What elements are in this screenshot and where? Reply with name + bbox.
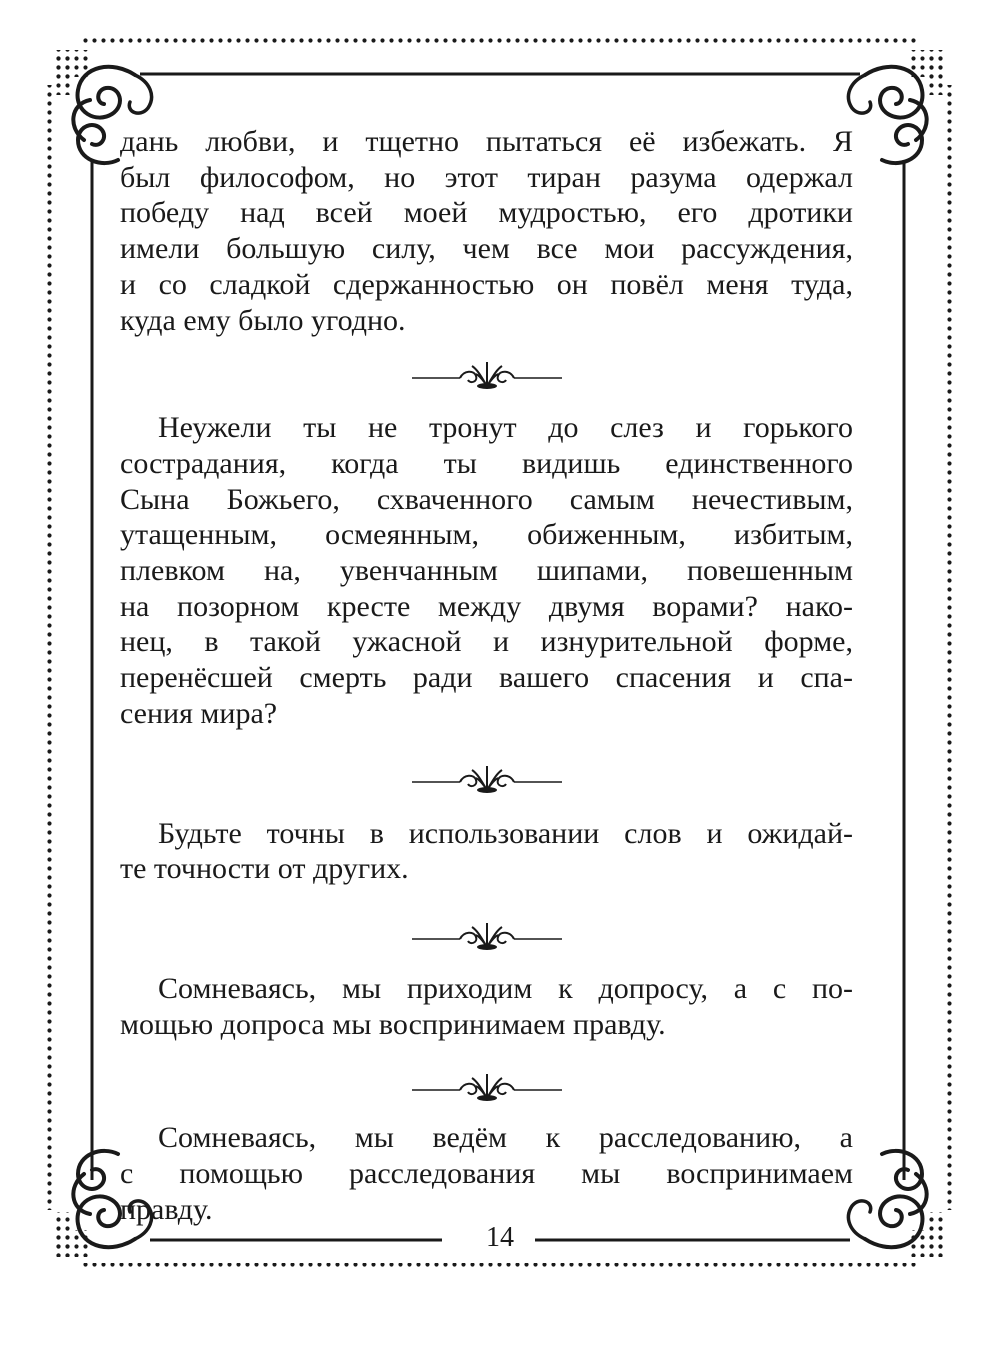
paragraph-3 — [120, 816, 853, 887]
text-line: плевком на, увенчанным шипами, повешенным — [120, 554, 853, 588]
text-line: с помощью расследования мы воспринимаем — [120, 1157, 853, 1191]
paragraph-2 — [120, 410, 853, 731]
section-divider — [120, 919, 853, 953]
text-line: нец, в такой ужасной и изнурительной форме, — [120, 625, 853, 659]
text-line: мощью допроса мы воспринимаем правду. — [120, 1007, 666, 1041]
text-line: Неужели ты не тронут до слез и горького — [158, 411, 853, 445]
paragraph-4 — [120, 971, 853, 1042]
dotted-border-bottom — [80, 1263, 918, 1270]
text-line: на позорном кресте между двумя ворами? нако- — [120, 589, 853, 623]
text-line: имели большую силу, чем все мои рассуждения, — [120, 232, 853, 266]
dotted-border-left — [47, 85, 54, 1210]
paragraph-5 — [120, 1120, 853, 1227]
section-divider — [120, 358, 853, 392]
fleuron-divider-icon — [412, 358, 562, 392]
text-line: куда ему было угодно. — [120, 303, 406, 337]
text-line: Сомневаясь, мы ведём к расследованию, а — [158, 1121, 853, 1155]
text-line: Сына Божьего, схваченного самым нечестивым, — [120, 482, 853, 516]
text-line: утащенным, осмеянным, обиженным, избитым, — [120, 518, 853, 552]
dotted-border-right — [945, 85, 952, 1210]
text-line: победу над всей моей мудростью, его дротики — [120, 196, 853, 230]
fleuron-divider-icon — [412, 1070, 562, 1104]
text-line: сострадания, когда ты видишь единственного — [120, 446, 853, 480]
text-line: был философом, но этот тиран разума одержал — [120, 160, 853, 194]
text-line: перенёсшей смерть ради вашего спасения и спа- — [120, 661, 853, 695]
corner-dots-top-left — [54, 50, 90, 95]
fleuron-divider-icon — [412, 762, 562, 796]
text-line: те точности от других. — [120, 852, 409, 886]
fleuron-divider-icon — [412, 919, 562, 953]
text-line: сения мира? — [120, 696, 278, 730]
section-divider — [120, 1070, 853, 1104]
page-number-label: 14 — [468, 1222, 532, 1253]
text-line: дань любви, и тщетно пытаться её избежать. Я — [120, 125, 853, 158]
dotted-border-top — [80, 38, 918, 45]
text-line: и со сладкой сдержанностью он повёл меня туда, — [120, 267, 853, 301]
text-line: Сомневаясь, мы приходим к допросу, а с по- — [158, 971, 853, 1005]
text-line: правду. — [120, 1192, 213, 1226]
section-divider — [120, 762, 853, 796]
paragraph-1 — [120, 124, 853, 338]
text-line: Будьте точны в использовании слов и ожидай- — [158, 816, 853, 850]
page-number — [0, 1222, 1000, 1254]
scroll-flourish-icon — [848, 67, 926, 163]
page-content — [120, 124, 853, 1227]
